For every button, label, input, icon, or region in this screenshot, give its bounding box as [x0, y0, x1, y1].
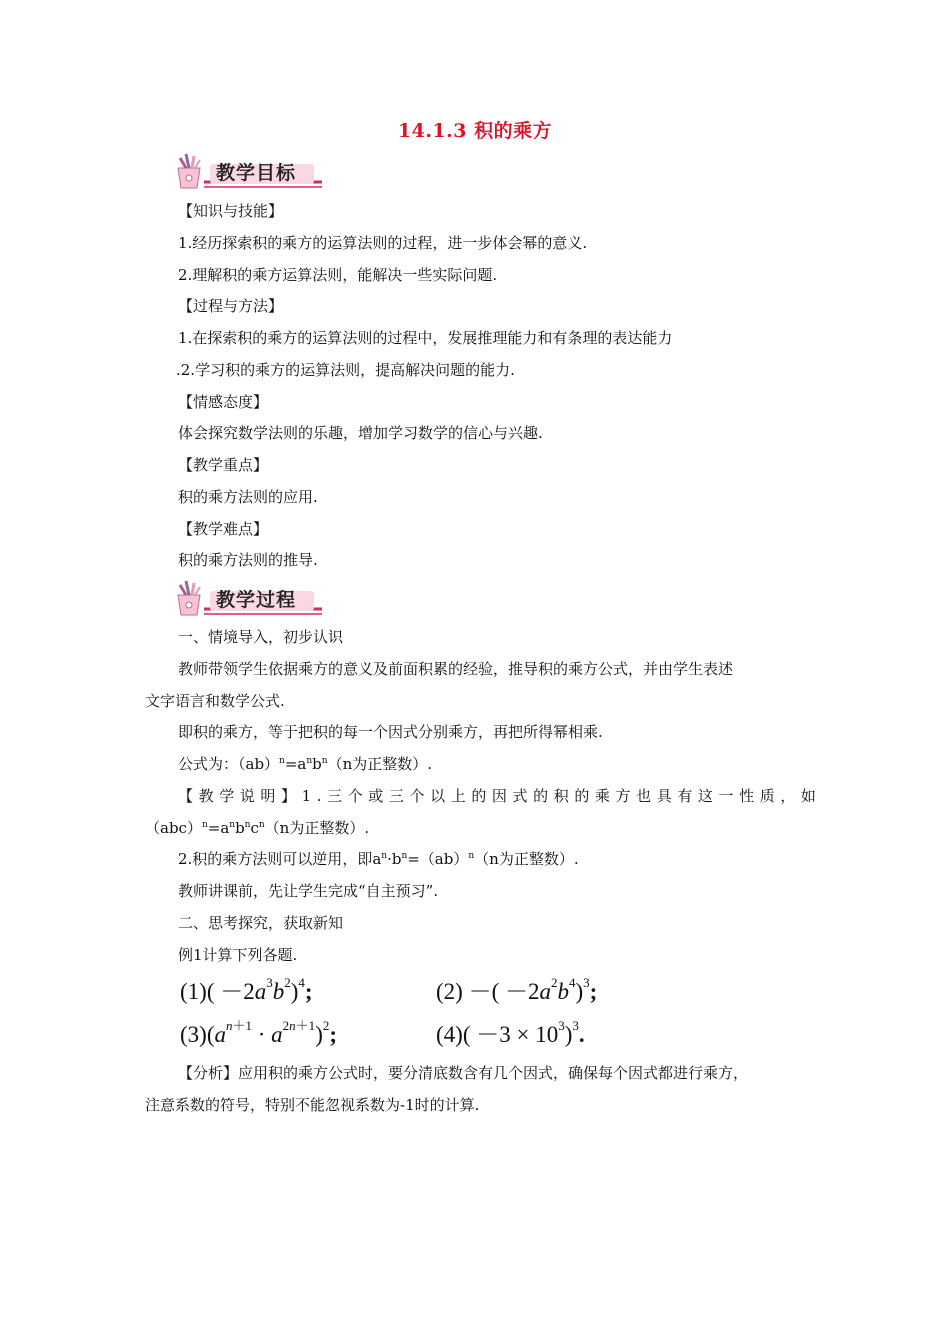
problem-4: $(4)( -3 \times 10^3)^3$. — [436, 1018, 585, 1047]
rule-text: 即积的乘方，等于把积的每一个因式分别乘方，再把所得幂相乘. — [178, 723, 603, 741]
analysis-line-1: 【分析】应用积的乘方公式时，要分清底数含有几个因式，确保每个因式都进行乘方， — [178, 1064, 749, 1082]
formula-line: 公式为：$(ab)^n=a^nb^n(n$为正整数）. — [178, 755, 432, 773]
section-banner-process — [172, 579, 324, 619]
key-heading: 【教学重点】 — [178, 456, 269, 474]
emotion-heading: 【情感态度】 — [178, 393, 269, 411]
intro-line-1: 教师带领学生依据乘方的意义及前面积累的经验，推导积的乘方公式，并由学生表述 — [178, 660, 734, 678]
teaching-note-line-3: 2.积的乘方法则可以逆用，即$a^n\cdot b^n=(ab)^n(n$为正整数）. — [178, 850, 579, 868]
problem-2: (2) －( $-2a^2b^4)^3$; — [436, 975, 598, 1004]
method-item-1: 1.在探索积的乘方的运算法则的过程中，发展推理能力和有条理的表达能力 — [178, 329, 673, 347]
method-item-2: .2.学习积的乘方的运算法则，提高解决问题的能力. — [176, 361, 515, 379]
teaching-note-line-2: $(abc)^n=a^nb^nc^n(n$为正整数）. — [145, 819, 370, 837]
page-title: 14.1.3 积的乘方 — [397, 120, 553, 142]
problem-1: $(1)( -2a^3b^2)^4$; — [180, 975, 313, 1004]
preview-text: 教师讲课前，先让学生完成“自主预习”. — [178, 882, 439, 900]
banner-label: 教学过程 — [216, 589, 297, 611]
intro-line-2: 文字语言和数学公式. — [145, 692, 285, 710]
part2-heading: 二、思考探究，获取新知 — [178, 914, 344, 932]
method-heading: 【过程与方法】 — [178, 297, 284, 315]
difficulty-item-1: 积的乘方法则的推导. — [178, 551, 318, 569]
knowledge-item-1: 1.经历探索积的乘方的运算法则的过程，进一步体会幂的意义. — [178, 234, 588, 252]
knowledge-heading: 【知识与技能】 — [178, 202, 284, 220]
teaching-note-line-1: 【教学说明】1.三个或三个以上的因式的积的乘方也具有这一性质，如 — [178, 787, 822, 805]
example-intro: 例1计算下列各题. — [178, 946, 298, 964]
banner-label: 教学目标 — [216, 162, 297, 184]
part1-heading: 一、情境导入，初步认识 — [178, 628, 344, 646]
knowledge-item-2: 2.理解积的乘方运算法则，能解决一些实际问题. — [178, 266, 498, 284]
key-item-1: 积的乘方法则的应用. — [178, 488, 318, 506]
problem-3: $(3)(a^{n+1} \cdot a^{2n+1})^2$; — [180, 1018, 338, 1047]
section-banner-goals — [172, 152, 324, 192]
analysis-line-2: 注意系数的符号，特别不能忽视系数为-1时的计算. — [145, 1096, 480, 1114]
difficulty-heading: 【教学难点】 — [178, 520, 269, 538]
emotion-item-1: 体会探究数学法则的乐趣，增加学习数学的信心与兴趣. — [178, 424, 543, 442]
